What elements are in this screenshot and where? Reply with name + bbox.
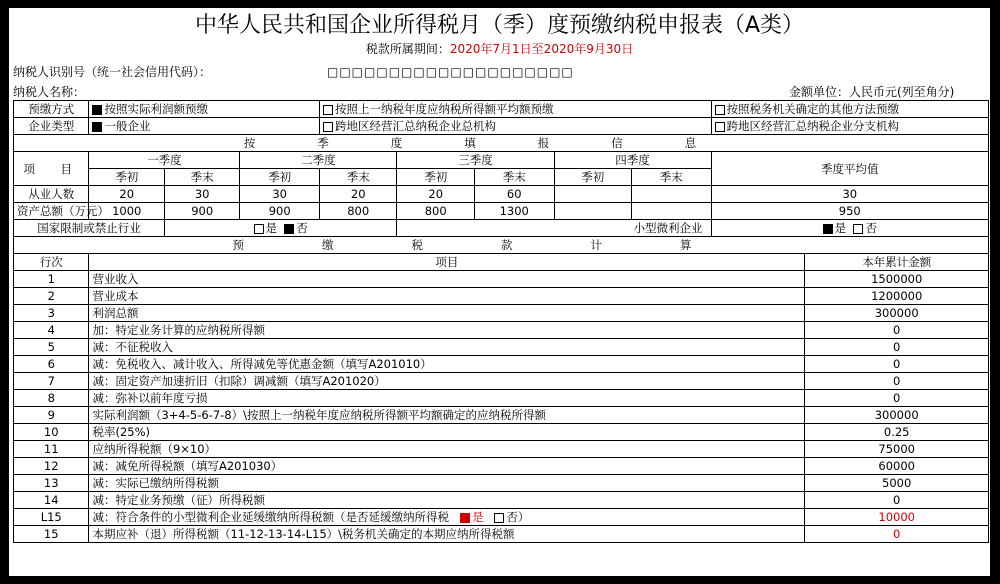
item-header: 项 目: [14, 152, 89, 186]
type-option-branch[interactable]: 跨地区经营汇总纳税企业分支机构: [711, 118, 988, 135]
assets-cell[interactable]: [632, 203, 712, 220]
item-cell: 营业收入: [89, 271, 805, 288]
item-cell: 减：实际已缴纳所得税额: [89, 475, 805, 492]
taxpayer-name-label: 纳税人名称：: [13, 85, 86, 99]
employees-cell[interactable]: [632, 186, 712, 203]
line-no: 6: [14, 356, 89, 373]
checkbox-checked-icon[interactable]: [460, 513, 470, 523]
assets-cell[interactable]: 900: [164, 203, 239, 220]
type-row: [14, 118, 989, 135]
table-row: [14, 356, 989, 373]
item-cell: 营业成本: [89, 288, 805, 305]
table-row: [14, 322, 989, 339]
assets-average: 950: [711, 203, 988, 220]
restricted-industry-label: 国家限制或禁止行业: [14, 220, 165, 237]
amount-cell[interactable]: 0: [805, 322, 989, 339]
taxpayer-id-field[interactable]: □□□□□□□□□□□□□□□□□□□□: [327, 65, 574, 79]
table-row: [14, 407, 989, 424]
checkbox-icon[interactable]: [715, 105, 725, 115]
checkbox-checked-icon[interactable]: [92, 122, 102, 132]
item-column-header: 项目: [89, 254, 805, 271]
table-row: [14, 492, 989, 509]
restricted-row: [14, 220, 989, 237]
line-no: 11: [14, 441, 89, 458]
calc-section-title: 预缴税款计算: [14, 237, 989, 254]
amount-cell[interactable]: 0: [805, 492, 989, 509]
table-row: [14, 373, 989, 390]
q1-header: 一季度: [89, 152, 240, 169]
line-no: 8: [14, 390, 89, 407]
tax-period: [9, 41, 990, 57]
assets-cell[interactable]: [554, 203, 632, 220]
checkbox-icon[interactable]: [323, 105, 333, 115]
employees-cell[interactable]: 30: [240, 186, 320, 203]
amount-cell[interactable]: 300000: [805, 407, 989, 424]
assets-row: [14, 203, 989, 220]
line-no: 1: [14, 271, 89, 288]
employees-cell[interactable]: 60: [474, 186, 554, 203]
currency-unit: 金额单位：人民币元(列至角分): [789, 85, 955, 99]
table-row: [14, 305, 989, 322]
line-no: 15: [14, 526, 89, 543]
amount-cell[interactable]: 1500000: [805, 271, 989, 288]
line-no: 4: [14, 322, 89, 339]
line-no: 7: [14, 373, 89, 390]
amount-cell[interactable]: 75000: [805, 441, 989, 458]
checkbox-checked-icon[interactable]: [92, 105, 102, 115]
employees-row: [14, 186, 989, 203]
table-row: [14, 288, 989, 305]
amount-cell[interactable]: 10000: [805, 509, 989, 526]
item-cell: 减：减免所得税额（填写A201030）: [89, 458, 805, 475]
q4-start: 季初: [554, 169, 632, 186]
line-no: 9: [14, 407, 89, 424]
method-option-other[interactable]: 按照税务机关确定的其他方法预缴: [711, 101, 988, 118]
line-no: 5: [14, 339, 89, 356]
amount-cell[interactable]: 60000: [805, 458, 989, 475]
type-option-head-office[interactable]: 跨地区经营汇总纳税企业总机构: [319, 118, 711, 135]
item-cell: 减：免税收入、减计收入、所得减免等优惠金额（填写A201010）: [89, 356, 805, 373]
employees-average: 30: [711, 186, 988, 203]
q4-end: 季末: [632, 169, 712, 186]
checkbox-icon[interactable]: [494, 513, 504, 523]
table-row: [14, 509, 989, 526]
table-row: [14, 475, 989, 492]
q3-end: 季末: [474, 169, 554, 186]
period-label: 税款所属期间：: [365, 42, 450, 56]
q4-header: 四季度: [554, 152, 711, 169]
table-row: [14, 390, 989, 407]
assets-cell[interactable]: 1000: [89, 203, 164, 220]
table-row: [14, 458, 989, 475]
tax-return-form: [9, 8, 990, 576]
item-cell: 税率(25%): [89, 424, 805, 441]
item-cell: 本期应补（退）所得税额（11-12-13-14-L15）\税务机关确定的本期应纳所得税额: [89, 526, 805, 543]
q3-start: 季初: [397, 169, 475, 186]
assets-cell[interactable]: 800: [319, 203, 397, 220]
item-cell: 减：固定资产加速折旧（扣除）调减额（填写A201020）: [89, 373, 805, 390]
assets-cell[interactable]: 800: [397, 203, 475, 220]
q2-start: 季初: [240, 169, 320, 186]
line-no: 14: [14, 492, 89, 509]
taxpayer-id-label: 纳税人识别号（统一社会信用代码）：: [13, 65, 212, 79]
type-option-general[interactable]: 一般企业: [89, 118, 320, 135]
employees-cell[interactable]: 30: [164, 186, 239, 203]
amount-cell[interactable]: 0: [805, 390, 989, 407]
line-no: 12: [14, 458, 89, 475]
amount-header: 本年累计金额: [805, 254, 989, 271]
restricted-industry-choice[interactable]: 是 否: [164, 220, 397, 237]
q1-end: 季末: [164, 169, 239, 186]
amount-cell[interactable]: 0.25: [805, 424, 989, 441]
assets-cell[interactable]: 1300: [474, 203, 554, 220]
deferred-tax-item: 减：符合条件的小型微利企业延缓缴纳所得税额（是否延缓缴纳所得税 是 否）: [89, 509, 805, 526]
employees-cell[interactable]: 20: [319, 186, 397, 203]
table-row: [14, 441, 989, 458]
employees-cell[interactable]: [554, 186, 632, 203]
amount-cell[interactable]: 0: [805, 526, 989, 543]
item-cell: 应纳所得税额（9×10）: [89, 441, 805, 458]
line-no-header: 行次: [14, 254, 89, 271]
q2-end: 季末: [319, 169, 397, 186]
table-row: [14, 424, 989, 441]
line-no: 10: [14, 424, 89, 441]
line-no: L15: [14, 509, 89, 526]
form-title: 中华人民共和国企业所得税月（季）度预缴纳税申报表（A类）: [194, 13, 805, 38]
employees-cell[interactable]: 20: [397, 186, 475, 203]
checkbox-checked-icon[interactable]: [284, 224, 294, 234]
q2-header: 二季度: [240, 152, 397, 169]
method-option-prior-year-average[interactable]: 按照上一纳税年度应纳税所得额平均额预缴: [319, 101, 711, 118]
amount-cell[interactable]: 5000: [805, 475, 989, 492]
assets-cell[interactable]: 900: [240, 203, 320, 220]
employees-cell[interactable]: 20: [89, 186, 164, 203]
table-row: [14, 271, 989, 288]
form-table: [13, 100, 989, 543]
item-cell: 减：弥补以前年度亏损: [89, 390, 805, 407]
method-option-actual-profit[interactable]: 按照实际利润额预缴: [89, 101, 320, 118]
amount-cell[interactable]: 1200000: [805, 288, 989, 305]
method-label: 预缴方式: [14, 101, 89, 118]
employees-label: 从业人数: [14, 186, 89, 203]
amount-cell[interactable]: 0: [805, 339, 989, 356]
checkbox-icon[interactable]: [715, 122, 725, 132]
table-row: [14, 526, 989, 543]
small-enterprise-label: 小型微利企业: [397, 220, 711, 237]
type-label: 企业类型: [14, 118, 89, 135]
checkbox-checked-icon[interactable]: [823, 224, 833, 234]
amount-cell[interactable]: 300000: [805, 305, 989, 322]
assets-label: 资产总额（万元）: [14, 203, 89, 220]
item-cell: 实际利润额（3+4-5-6-7-8）\按照上一纳税年度应纳税所得额平均额确定的应纳税所得额: [89, 407, 805, 424]
period-value: 2020年7月1日至2020年9月30日: [449, 42, 634, 56]
amount-cell[interactable]: 0: [805, 356, 989, 373]
item-cell: 减：不征税收入: [89, 339, 805, 356]
amount-cell[interactable]: 0: [805, 373, 989, 390]
item-cell: 减：特定业务预缴（征）所得税额: [89, 492, 805, 509]
line-no: 13: [14, 475, 89, 492]
line-no: 2: [14, 288, 89, 305]
q1-start: 季初: [89, 169, 164, 186]
quarter-section-title: 按季度填报信息: [14, 135, 989, 152]
item-cell: 加：特定业务计算的应纳税所得额: [89, 322, 805, 339]
checkbox-icon[interactable]: [254, 224, 264, 234]
quarter-average-header: 季度平均值: [711, 152, 988, 186]
q3-header: 三季度: [397, 152, 554, 169]
checkbox-icon[interactable]: [853, 224, 863, 234]
item-cell: 利润总额: [89, 305, 805, 322]
table-row: [14, 339, 989, 356]
method-row: [14, 101, 989, 118]
line-no: 3: [14, 305, 89, 322]
checkbox-icon[interactable]: [323, 122, 333, 132]
small-enterprise-choice[interactable]: 是 否: [711, 220, 988, 237]
